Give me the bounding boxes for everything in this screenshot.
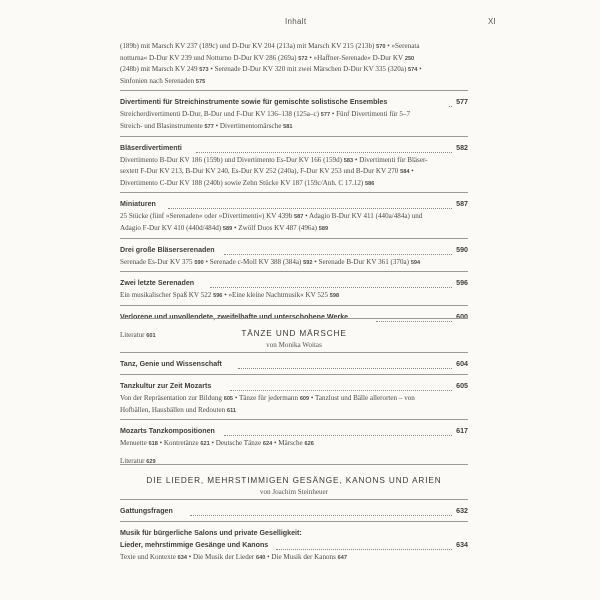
section-title: Tanz, Genie und Wissenschaft xyxy=(120,360,222,368)
toc-line: 25 Stücke (fünf »Serenaden« oder »Divertimenti«) KV 439b 587 • Adagio B-Dur KV 411 (440a/484a) und xyxy=(120,212,423,221)
toc-line: Ein musikalischer Spaß KV 522 596 • »Eine kleine Nachtmusik« KV 525 598 xyxy=(120,291,340,300)
page-ref: 629 xyxy=(146,458,156,465)
page-ref: 594 xyxy=(410,259,421,266)
section-page: 617 xyxy=(456,427,468,436)
leader-dots xyxy=(376,320,452,322)
leader-dots xyxy=(210,286,452,288)
chapter-title: DIE LIEDER, MEHRSTIMMIGEN GESÄNGE, KANONS UND ARIEN xyxy=(146,476,442,485)
running-header xyxy=(0,17,600,29)
section-page: 634 xyxy=(456,541,468,549)
toc-section xyxy=(120,359,468,371)
chapter-title: TÄNZE UND MÄRSCHE xyxy=(241,329,347,338)
chapter-author: von Monika Woitas xyxy=(266,341,322,349)
page-ref: 647 xyxy=(337,555,347,561)
section-divider xyxy=(120,192,468,193)
toc-line: Menuette 618 • Kontretänze 621 • Deutsche Tänze 624 • Märsche 626 xyxy=(120,439,314,448)
section-page: 582 xyxy=(456,143,468,152)
section-page: 600 xyxy=(456,312,468,321)
header-page-number: XI xyxy=(488,17,496,26)
toc-line: (189b) mit Marsch KV 237 (189c) und D-Dur KV 204 (213a) mit Marsch KV 215 (213b) 570 • »Serenata xyxy=(120,42,420,50)
page-ref: 609 xyxy=(299,396,310,402)
section-divider xyxy=(120,374,468,375)
leader-dots xyxy=(224,434,452,436)
toc-line: Divertimento B-Dur KV 186 (159b) und Divertimento Es-Dur KV 166 (159d) 583 • Divertimenti für Bläser- xyxy=(120,155,428,164)
section-page: 604 xyxy=(456,360,468,368)
section-page: 587 xyxy=(456,200,468,209)
toc-chapter-3 xyxy=(120,499,468,564)
section-divider xyxy=(120,352,468,353)
page-ref: 587 xyxy=(294,214,304,221)
toc-line: Sinfonien nach Serenaden 575 xyxy=(120,76,206,85)
toc-section xyxy=(120,97,468,132)
page-ref: 570 xyxy=(376,44,386,50)
page-ref: 575 xyxy=(195,78,206,85)
page-ref: 590 xyxy=(194,259,204,266)
literatur-line: Literatur 601 xyxy=(120,330,156,339)
toc-section xyxy=(120,245,468,269)
page-ref: 634 xyxy=(177,555,187,561)
section-title: Miniaturen xyxy=(120,200,156,209)
leader-dots xyxy=(190,514,452,516)
toc-section xyxy=(120,506,468,518)
toc-line: sextett F-Dur KV 213, B-Dur KV 240, Es-Dur KV 252 (240a), F-Dur KV 253 und B-Dur KV 270 584 • xyxy=(120,167,414,176)
leader-dots xyxy=(449,105,452,107)
leader-dots xyxy=(224,253,452,255)
page-ref: 577 xyxy=(204,123,214,130)
toc-section xyxy=(120,426,468,450)
page-ref: 583 xyxy=(343,157,354,164)
page-ref: 592 xyxy=(303,259,313,266)
continued-entry xyxy=(120,41,468,87)
toc-section xyxy=(120,381,468,416)
toc-section xyxy=(120,278,468,302)
toc-line: Streich- und Blasinstrumente 577 • Divertimentomärsche 581 xyxy=(120,121,293,130)
section-title: Bläserdivertimenti xyxy=(120,143,182,152)
page-ref: 596 xyxy=(213,293,223,300)
chapter-author: von Joachim Steinheuer xyxy=(259,488,329,496)
section-title-continued: Lieder, mehrstimmige Gesänge und Kanons xyxy=(120,541,269,549)
section-divider xyxy=(120,90,468,91)
toc-line: (248b) mit Marsch KV 249 573 • Serenade D-Dur KV 320 mit zwei Märschen D-Dur KV 335 (320a) 574 • xyxy=(120,65,422,74)
section-title: Mozarts Tanzkompositionen xyxy=(120,427,215,436)
section-divider xyxy=(120,499,468,500)
section-title: Verlorene und unvollendete, zweifelhafte und unterschobene Werke xyxy=(120,312,349,321)
toc-line: notturna« D-Dur KV 239 und Notturno D-Dur KV 286 (269a) 572 • »Haffner-Serenade« D-Dur KV 250 xyxy=(120,53,415,62)
page-ref: 589 xyxy=(222,225,233,232)
toc-line: Serenade Es-Dur KV 375 590 • Serenade c-Moll KV 388 (384a) 592 • Serenade B-Dur KV 361 (370a) 594 xyxy=(120,257,421,266)
toc-chapter-2 xyxy=(120,352,468,467)
section-page: 632 xyxy=(456,507,468,515)
toc-part-1 xyxy=(120,41,468,341)
section-divider xyxy=(120,271,468,272)
page-ref: 605 xyxy=(223,396,234,402)
section-divider xyxy=(120,419,468,420)
section-page: 577 xyxy=(456,98,468,107)
page-ref: 621 xyxy=(200,441,210,448)
leader-dots xyxy=(168,207,452,209)
section-title: Gattungsfragen xyxy=(120,507,173,515)
literatur-line: Literatur 629 xyxy=(120,456,156,465)
leader-dots xyxy=(276,548,452,550)
section-divider xyxy=(120,305,468,306)
chapter-divider xyxy=(120,464,468,465)
section-title: Tanzkultur zur Zeit Mozarts xyxy=(120,382,212,390)
leader-dots xyxy=(196,151,452,153)
section-title: Musik für bürgerliche Salons und private Geselligkeit: xyxy=(120,529,302,537)
page-ref: 618 xyxy=(148,441,158,448)
page-ref: 611 xyxy=(226,407,237,414)
header-title: Inhalt xyxy=(285,17,307,26)
section-divider xyxy=(120,238,468,239)
chapter-divider xyxy=(120,318,468,319)
section-title: Drei große Bläserserenaden xyxy=(120,245,215,254)
toc-section xyxy=(120,143,468,190)
section-divider xyxy=(120,521,468,522)
section-page: 596 xyxy=(456,279,468,288)
page-ref: 624 xyxy=(262,441,273,448)
section-divider xyxy=(120,136,468,137)
page-ref: 601 xyxy=(146,332,156,339)
toc-section xyxy=(120,528,468,564)
section-page: 590 xyxy=(456,245,468,254)
page-ref: 250 xyxy=(404,55,415,62)
page-ref: 574 xyxy=(408,67,418,74)
toc-line: Adagio F-Dur KV 410 (440d/484d) 589 • Zwölf Duos KV 487 (496a) 589 xyxy=(120,223,329,232)
page-ref: 581 xyxy=(283,123,293,130)
page-ref: 573 xyxy=(199,67,209,74)
section-page: 605 xyxy=(456,382,468,390)
page-ref: 586 xyxy=(365,180,375,187)
page-ref: 640 xyxy=(256,555,266,561)
page-ref: 572 xyxy=(298,55,308,62)
page-ref: 589 xyxy=(318,225,329,232)
page-ref: 584 xyxy=(400,169,410,176)
toc-line: Divertimento C-Dur KV 188 (240b) sowie Zehn Stücke KV 187 (159c/Anh. C 17.12) 586 xyxy=(120,178,375,187)
toc-section xyxy=(120,199,468,234)
toc-line: Von der Repräsentation zur Bildung 605 • Tänze für jedermann 609 • Tanzlust und Bälle allerorten – von xyxy=(120,394,415,402)
leader-dots xyxy=(238,367,452,369)
toc-line: Texte und Kontexte 634 • Die Musik der Lieder 640 • Die Musik der Kanons 647 xyxy=(120,553,347,561)
section-title: Divertimenti für Streichinstrumente sowie für gemischte solistische Ensembles xyxy=(120,98,388,107)
toc-line: Hofbällen, Hausbällen und Redouten 611 xyxy=(120,405,237,414)
section-title: Zwei letzte Serenaden xyxy=(120,279,195,288)
leader-dots xyxy=(230,389,452,391)
page-ref: 626 xyxy=(304,441,314,448)
page-ref: 577 xyxy=(320,112,331,119)
toc-line: Streicherdivertimenti D-Dur, B-Dur und F-Dur KV 136–138 (125a–c) 577 • Fünf Divertimenti für 5–7 xyxy=(120,110,410,119)
page-ref: 598 xyxy=(329,293,340,300)
